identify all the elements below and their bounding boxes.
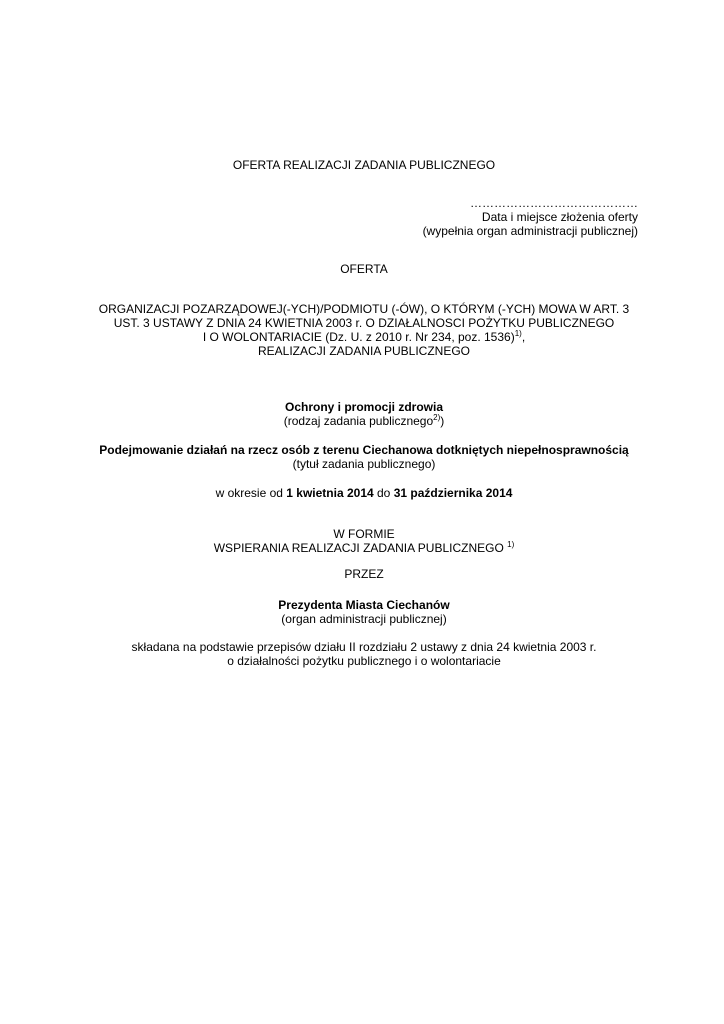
org-line-3-end: , [521,330,526,344]
task-type-note [90,414,638,428]
form-line-1: W FORMIE [333,527,395,541]
authority-note: (organ administracji publicznej) [281,612,447,626]
legal-basis-line-2: o działalności pożytku publicznego i o wolontariacie [227,654,501,668]
date-placeholder-dots: …………………………………… [470,196,638,210]
footnote-1-marker: 1) [514,329,522,338]
form-line-2-text: WSPIERANIA REALIZACJI ZADANIA PUBLICZNEGO [213,541,504,555]
org-line-3 [90,330,638,344]
by-heading-text: PRZEZ [344,567,384,581]
authority-block [90,598,638,626]
task-type-note-end: ) [440,414,445,428]
org-line-4: REALIZACJI ZADANIA PUBLICZNEGO [257,344,471,358]
date-label: Data i miejsce złożenia oferty [481,210,638,224]
oferta-heading [90,262,638,276]
period-to: 31 października 2014 [393,486,513,500]
org-line-1: ORGANIZACJI POZARZĄDOWEJ(-YCH)/PODMIOTU (-ÓW), O KTÓRYM (-YCH) MOWA W ART. 3 [98,302,630,316]
task-type: Ochrony i promocji zdrowia [284,400,444,414]
date-note: (wypełnia organ administracji publicznej) [422,224,638,238]
period-line [90,486,638,500]
form-line-2 [90,541,638,555]
task-type-note-text: (rodzaj zadania publicznego [283,414,434,428]
authority-name: Prezydenta Miasta Ciechanów [278,598,450,612]
submission-date-block [90,196,638,238]
legal-basis-block [90,640,638,668]
form-block [90,527,638,555]
document-title [90,158,638,172]
period-mid: do [373,486,394,500]
footnote-2-marker: 2) [433,413,441,422]
by-heading [90,567,638,581]
task-title-block [90,443,638,471]
period-prefix: w okresie od [215,486,287,500]
legal-basis-line-1: składana na podstawie przepisów działu II rozdziału 2 ustawy z dnia 24 kwietnia 2003 r. [131,640,597,654]
period-from: 1 kwietnia 2014 [286,486,374,500]
task-type-block [90,400,638,428]
organization-block [90,302,638,358]
task-title: Podejmowanie działań na rzecz osób z terenu Ciechanowa dotkniętych niepełnosprawnością [99,443,629,457]
document-title-text: OFERTA REALIZACJI ZADANIA PUBLICZNEGO [232,158,496,172]
org-line-2: UST. 3 USTAWY Z DNIA 24 KWIETNIA 2003 r. O DZIAŁALNOSCI POŻYTKU PUBLICZNEGO [113,316,615,330]
period-block [90,486,638,500]
oferta-heading-text: OFERTA [340,262,388,276]
task-title-note: (tytuł zadania publicznego) [292,457,436,471]
footnote-1-marker-2: 1) [507,540,515,549]
org-line-3-text: I O WOLONTARIACIE (Dz. U. z 2010 r. Nr 234, poz. 1536) [202,330,515,344]
